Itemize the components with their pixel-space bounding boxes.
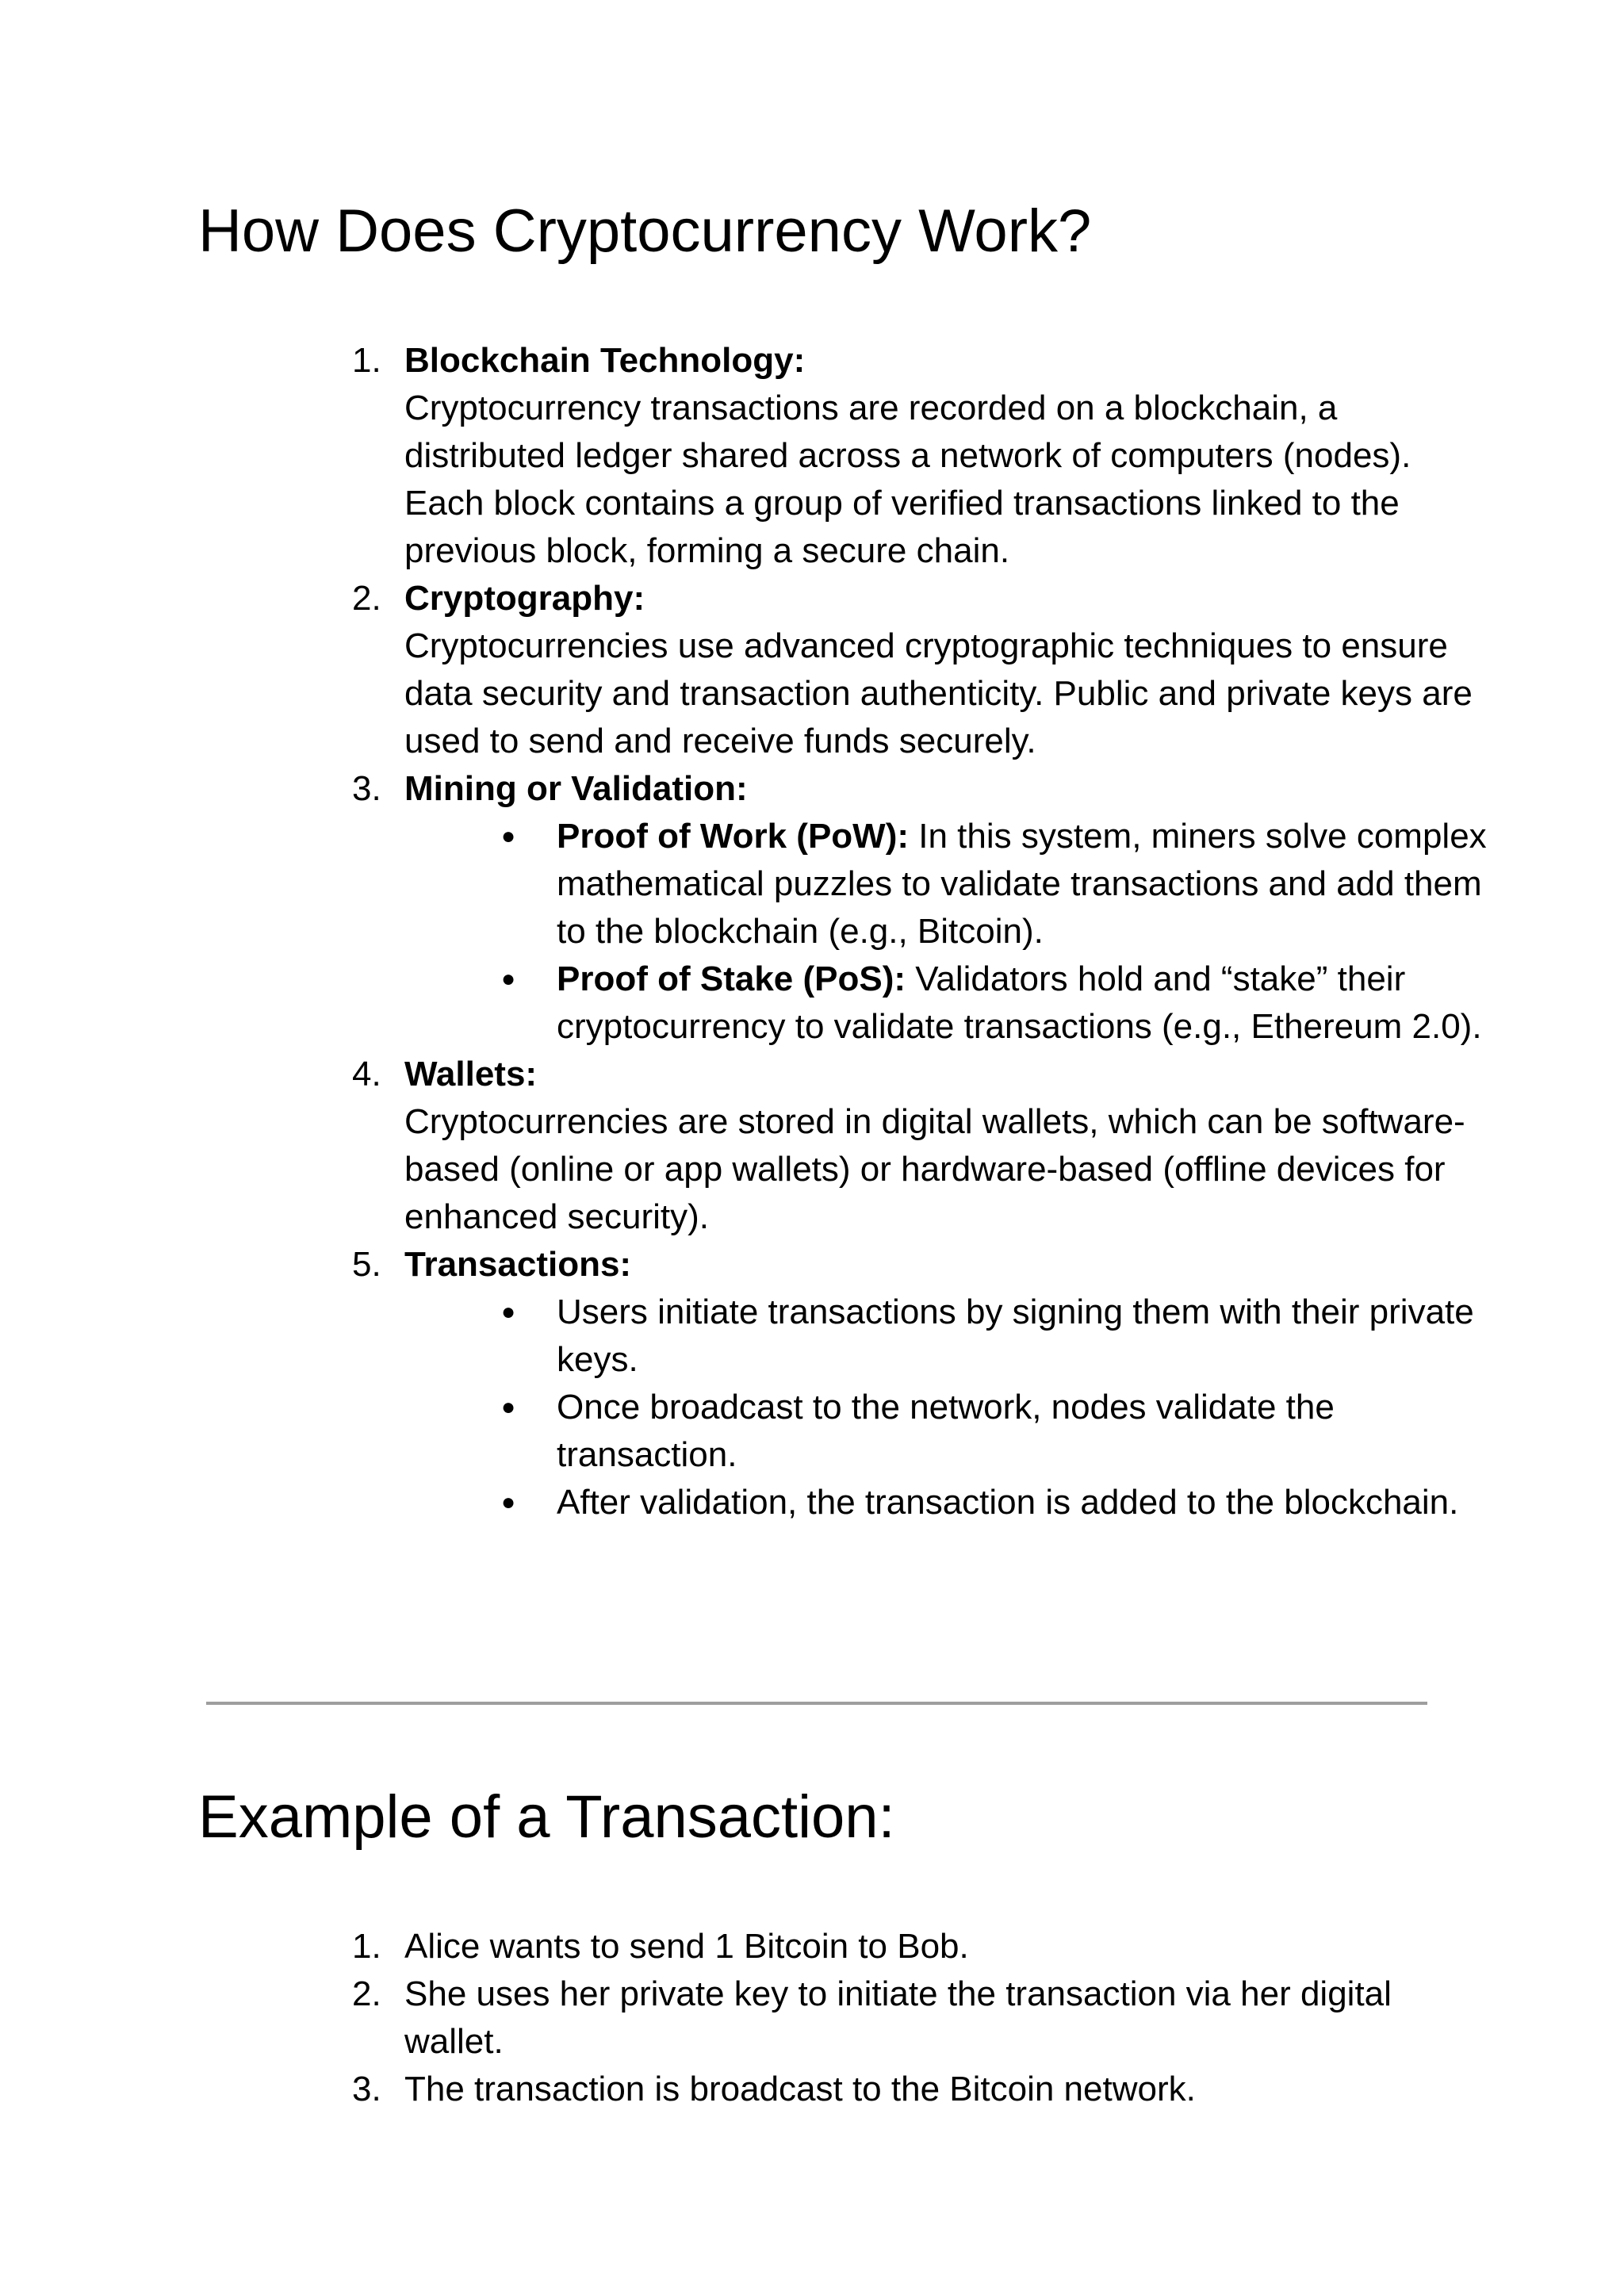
item-description: Cryptocurrencies use advanced cryptographic techniques to ensure data security and transaction authenticity. Public and private keys are used to send and receive funds securely. [404,626,1473,760]
list-item-blockchain [349,337,1491,575]
list-number: 5. [352,1245,381,1284]
bullet-item [452,1479,1491,1526]
list-number: 2. [352,1974,381,2013]
list-item-transactions [349,1241,1491,1289]
list-item-mining [349,765,1491,813]
list-number: 3. [352,769,381,808]
list-item [349,1923,1491,1970]
bullet-item-pow [452,813,1491,956]
transactions-bullet-list [452,1289,1491,1526]
list-item [349,1970,1491,2066]
bullet-text: After validation, the transaction is added to the blockchain. [557,1483,1459,1522]
item-title: Cryptography: [404,579,645,618]
list-number: 2. [352,579,381,618]
item-description: Cryptocurrencies are stored in digital wallets, which can be software-based (online or app wallets) or hardware-based (offline devices for enhanced security). [404,1102,1465,1236]
item-text: Alice wants to send 1 Bitcoin to Bob. [404,1927,969,1966]
list-number: 4. [352,1055,381,1093]
item-title: Wallets: [404,1055,538,1093]
bullet-icon: ● [501,823,516,849]
item-title: Blockchain Technology: [404,341,806,380]
bullet-text: In this system, miners solve complex mathematical puzzles to validate transactions and add them to the blockchain (e.g., Bitcoin). [557,817,1487,951]
bullet-item [452,1384,1491,1479]
bullet-title: Proof of Stake (PoS): [557,959,906,998]
bullet-icon: ● [501,1394,516,1420]
list-item-cryptography [349,575,1491,765]
list-item-wallets [349,1051,1491,1241]
bullet-item [452,1289,1491,1384]
item-title: Mining or Validation: [404,769,748,808]
bullet-item-pos [452,956,1491,1051]
list-number: 1. [352,341,381,380]
item-description: Cryptocurrency transactions are recorded on a blockchain, a distributed ledger shared across a network of computers (nodes). Each block contains a group of verified transactions linked to the previous block, forming a secure chain. [404,389,1411,570]
bullet-icon: ● [501,966,516,992]
mining-bullet-list [452,813,1491,1051]
section-heading-example-transaction: Example of a Transaction: [198,1783,895,1851]
horizontal-divider [206,1702,1427,1705]
item-text: She uses her private key to initiate the transaction via her digital wallet. [404,1974,1392,2061]
bullet-icon: ● [501,1489,516,1515]
bullet-icon: ● [501,1299,516,1325]
crypto-steps-list [349,337,1491,1526]
item-title: Transactions: [404,1245,632,1284]
bullet-title: Proof of Work (PoW): [557,817,909,856]
list-item [349,2066,1491,2113]
section-heading-how-crypto-works: How Does Cryptocurrency Work? [198,197,1092,265]
bullet-text: Users initiate transactions by signing them with their private keys. [557,1293,1474,1379]
list-number: 1. [352,1927,381,1966]
list-number: 3. [352,2070,381,2108]
bullet-text: Once broadcast to the network, nodes validate the transaction. [557,1388,1335,1474]
item-text: The transaction is broadcast to the Bitcoin network. [404,2070,1196,2108]
bullet-text: Validators hold and “stake” their cryptocurrency to validate transactions (e.g., Ethereum 2.0). [557,959,1482,1046]
example-steps-list [349,1923,1491,2113]
